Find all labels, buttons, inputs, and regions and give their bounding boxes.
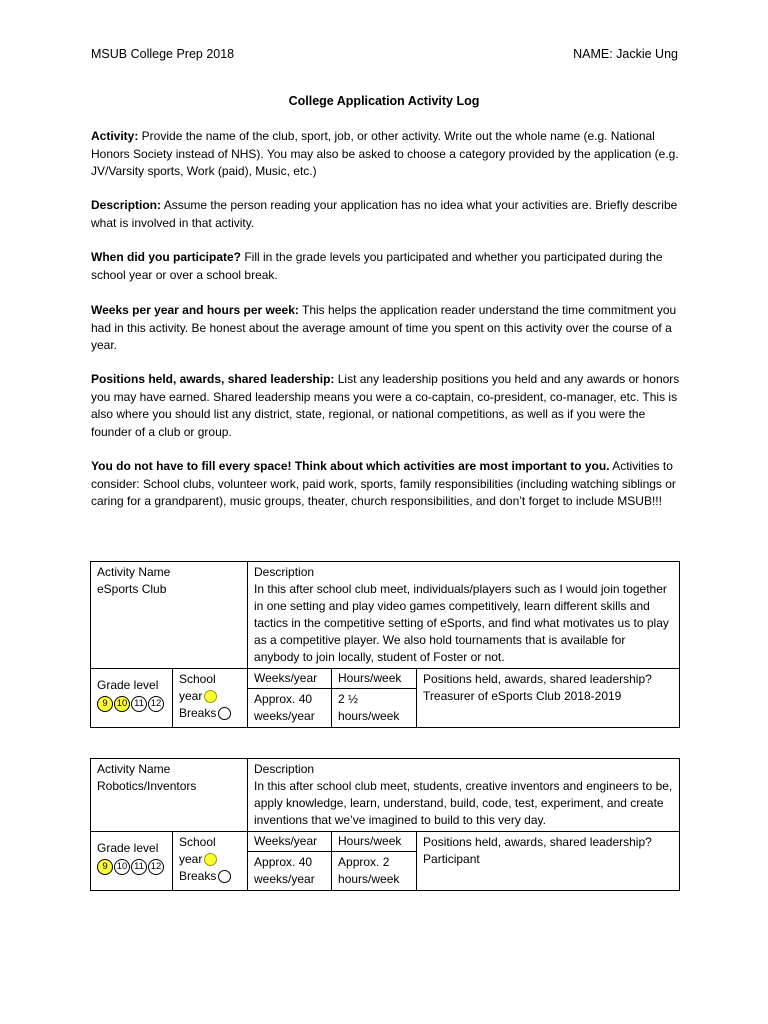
instruction-label: Positions held, awards, shared leadership:: [91, 372, 335, 386]
weeks-value[interactable]: Approx. 40 weeks/year: [248, 852, 332, 891]
positions-value: Participant: [423, 852, 480, 866]
hours-value[interactable]: 2 ½ hours/week: [332, 689, 417, 728]
instruction-activity: [91, 128, 681, 181]
instruction-label: Description:: [91, 198, 162, 212]
description-label: Description: [254, 762, 315, 776]
year-label: year: [179, 689, 203, 703]
school-label: School: [179, 672, 216, 686]
instruction-text: Assume the person reading your application has no idea what your activities are. Briefly describe what is involved in that activity.: [91, 198, 678, 230]
school-year-option[interactable]: [204, 853, 217, 866]
instruction-weeks-hours: [91, 302, 681, 355]
breaks-option[interactable]: [218, 870, 231, 883]
instruction-label: Weeks per year and hours per week:: [91, 303, 299, 317]
instruction-label: When did you participate?: [91, 250, 242, 264]
school-label: School: [179, 835, 216, 849]
breaks-option[interactable]: [218, 707, 231, 720]
activity-table-2: [90, 758, 680, 891]
grade-9-option[interactable]: 9: [97, 696, 113, 712]
instruction-description: [91, 197, 681, 232]
hours-header: Hours/week: [332, 832, 417, 852]
instruction-text: Provide the name of the club, sport, job, or other activity. Write out the whole name (e.g. National Honors Society instead of NHS). You may also be asked to choose a category provided by the application (e.g. JV/Varsity sports, Work (paid), Music, etc.): [91, 129, 679, 179]
weeks-header: Weeks/year: [248, 669, 332, 689]
activity-name-cell[interactable]: [91, 759, 248, 832]
description-cell[interactable]: [248, 759, 680, 832]
timing-cell[interactable]: [173, 832, 248, 891]
grade-selector[interactable]: [97, 696, 166, 712]
hours-header: Hours/week: [332, 669, 417, 689]
instruction-label: Activity:: [91, 129, 139, 143]
positions-value: Treasurer of eSports Club 2018-2019: [423, 689, 622, 703]
activity-name-cell[interactable]: [91, 562, 248, 669]
breaks-label: Breaks: [179, 706, 217, 720]
student-name: NAME: Jackie Ung: [573, 47, 678, 61]
grade-12-option[interactable]: 12: [148, 696, 164, 712]
grade-level-label: Grade level: [97, 678, 159, 692]
description-value: In this after school club meet, students, creative inventors and engineers to be, apply knowledge, learn, understand, build, code, test, experiment, and create inventions that we’ve imagined to build to this very day.: [254, 779, 673, 827]
breaks-label: Breaks: [179, 869, 217, 883]
description-cell[interactable]: [248, 562, 680, 669]
instruction-label: You do not have to fill every space! Think about which activities are most important to you.: [91, 459, 610, 473]
positions-cell[interactable]: [417, 832, 680, 891]
instruction-text: List any leadership positions you held and any awards or honors you may have earned. Shared leadership means you were a co-captain, co-president, co-manager, etc. This is also where you should list any district, state, regional, or national competitions, as well as if you were the founder of a club or group.: [91, 372, 680, 439]
weeks-header: Weeks/year: [248, 832, 332, 852]
timing-cell[interactable]: [173, 669, 248, 728]
grade-level-label: Grade level: [97, 841, 159, 855]
positions-label: Positions held, awards, shared leadership?: [423, 672, 652, 686]
page-title: College Application Activity Log: [288, 94, 480, 108]
instruction-text: This helps the application reader understand the time commitment you had in this activity. Be honest about the average amount of time you spent on this activity over the course of a year.: [91, 303, 677, 353]
course-title: MSUB College Prep 2018: [91, 47, 235, 61]
grade-9-option[interactable]: 9: [97, 859, 113, 875]
grade-11-option[interactable]: 11: [131, 696, 147, 712]
grade-level-cell[interactable]: [91, 832, 173, 891]
activity-name-label: Activity Name: [97, 565, 171, 579]
instruction-text: Activities to consider: School clubs, volunteer work, paid work, sports, family responsibilities (including watching siblings or caring for a grandparent), music groups, theater, church responsibilities, and don’t forget to include MSUB!!!: [91, 459, 676, 509]
grade-12-option[interactable]: 12: [148, 859, 164, 875]
activity-table-1: [90, 561, 680, 728]
description-value: In this after school club meet, individuals/players such as I would join together in one setting and play video games competitively, learn different skills and tactics in the competitive setting of eSports, and find what motivates us to play as a competitive player. We also hold tournaments that is available for anybody to join locally, student of Foster or not.: [254, 582, 669, 664]
grade-selector[interactable]: [97, 859, 166, 875]
school-year-option[interactable]: [204, 690, 217, 703]
positions-cell[interactable]: [417, 669, 680, 728]
grade-11-option[interactable]: 11: [131, 859, 147, 875]
grade-level-cell[interactable]: [91, 669, 173, 728]
weeks-value[interactable]: Approx. 40 weeks/year: [248, 689, 332, 728]
instruction-reminder: [91, 458, 681, 511]
instruction-text: Fill in the grade levels you participated and whether you participated during the school year or over a school break.: [91, 250, 663, 282]
description-label: Description: [254, 565, 315, 579]
activity-name-value: Robotics/Inventors: [97, 779, 197, 793]
year-label: year: [179, 852, 203, 866]
instruction-positions: [91, 371, 681, 441]
activity-name-value: eSports Club: [97, 582, 167, 596]
hours-value[interactable]: Approx. 2 hours/week: [332, 852, 417, 891]
grade-10-option[interactable]: 10: [114, 696, 130, 712]
grade-10-option[interactable]: 10: [114, 859, 130, 875]
positions-label: Positions held, awards, shared leadership?: [423, 835, 652, 849]
activity-name-label: Activity Name: [97, 762, 171, 776]
instruction-participation: [91, 249, 681, 284]
